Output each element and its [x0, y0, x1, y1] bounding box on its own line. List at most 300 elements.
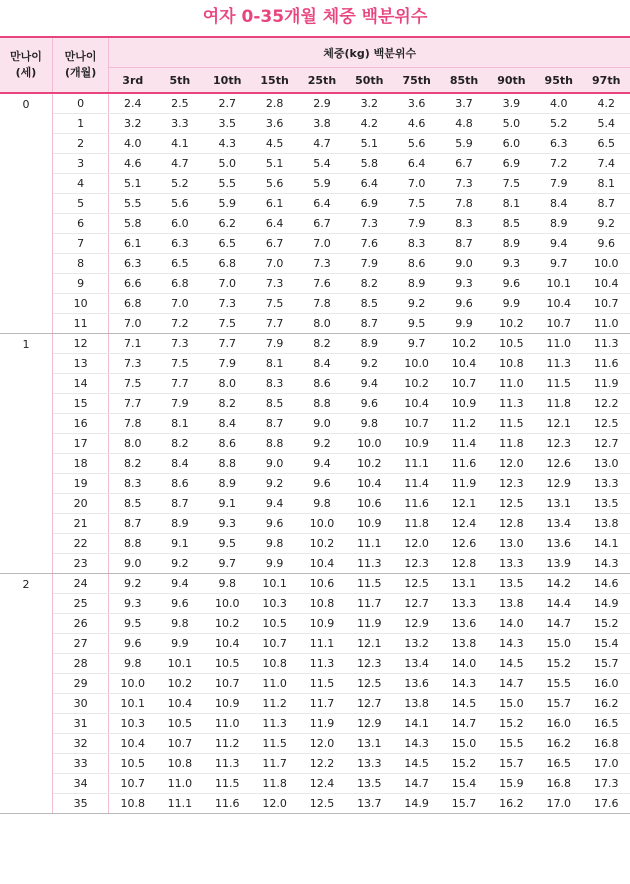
weight-value-cell: 11.5: [298, 674, 345, 694]
weight-value-cell: 12.8: [488, 514, 535, 534]
weight-value-cell: 4.0: [109, 134, 156, 154]
weight-value-cell: 10.5: [204, 654, 251, 674]
age-months-cell: 4: [52, 174, 108, 194]
weight-value-cell: 8.5: [346, 294, 393, 314]
table-row: [0, 714, 630, 734]
weight-value-cell: 10.7: [440, 374, 487, 394]
weight-value-cell: 4.1: [156, 134, 203, 154]
weight-value-cell: 8.0: [204, 374, 251, 394]
weight-value-cell: 7.0: [156, 294, 203, 314]
age-months-cell: 10: [52, 294, 108, 314]
table-row: [0, 454, 630, 474]
weight-value-cell: 2.4: [109, 93, 156, 114]
weight-value-cell: 7.0: [204, 274, 251, 294]
weight-value-cell: 13.8: [393, 694, 440, 714]
weight-value-cell: 9.8: [251, 534, 298, 554]
weight-value-cell: 5.6: [251, 174, 298, 194]
percentile-header: 85th: [440, 68, 487, 94]
weight-value-cell: 8.0: [109, 434, 156, 454]
weight-value-cell: 8.7: [582, 194, 630, 214]
weight-value-cell: 8.0: [298, 314, 345, 334]
weight-value-cell: 13.3: [488, 554, 535, 574]
age-months-cell: 34: [52, 774, 108, 794]
weight-value-cell: 12.9: [393, 614, 440, 634]
table-row: [0, 774, 630, 794]
weight-value-cell: 10.3: [109, 714, 156, 734]
weight-value-cell: 4.0: [535, 93, 582, 114]
weight-value-cell: 7.8: [440, 194, 487, 214]
weight-value-cell: 9.3: [109, 594, 156, 614]
weight-value-cell: 10.6: [346, 494, 393, 514]
weight-value-cell: 6.2: [204, 214, 251, 234]
weight-value-cell: 5.5: [204, 174, 251, 194]
weight-value-cell: 8.6: [156, 474, 203, 494]
weight-value-cell: 16.0: [535, 714, 582, 734]
weight-value-cell: 12.4: [440, 514, 487, 534]
weight-value-cell: 11.5: [346, 574, 393, 594]
weight-value-cell: 8.3: [440, 214, 487, 234]
weight-value-cell: 9.0: [440, 254, 487, 274]
weight-value-cell: 11.4: [440, 434, 487, 454]
header-age-months: [52, 37, 108, 93]
weight-value-cell: 6.4: [393, 154, 440, 174]
weight-value-cell: 7.5: [488, 174, 535, 194]
weight-value-cell: 9.6: [582, 234, 630, 254]
weight-value-cell: 6.8: [204, 254, 251, 274]
weight-value-cell: 10.4: [298, 554, 345, 574]
weight-value-cell: 13.5: [346, 774, 393, 794]
weight-value-cell: 13.9: [535, 554, 582, 574]
age-months-cell: 27: [52, 634, 108, 654]
table-row: [0, 93, 630, 114]
weight-value-cell: 10.9: [298, 614, 345, 634]
weight-value-cell: 10.7: [535, 314, 582, 334]
weight-value-cell: 7.7: [204, 334, 251, 354]
weight-value-cell: 10.8: [109, 794, 156, 814]
age-months-cell: 7: [52, 234, 108, 254]
weight-value-cell: 8.4: [535, 194, 582, 214]
weight-value-cell: 7.8: [109, 414, 156, 434]
weight-value-cell: 7.3: [298, 254, 345, 274]
weight-value-cell: 8.1: [582, 174, 630, 194]
weight-value-cell: 3.6: [393, 93, 440, 114]
weight-value-cell: 7.9: [346, 254, 393, 274]
weight-value-cell: 13.2: [393, 634, 440, 654]
age-months-cell: 24: [52, 574, 108, 594]
weight-value-cell: 10.2: [156, 674, 203, 694]
table-row: [0, 474, 630, 494]
weight-value-cell: 10.2: [393, 374, 440, 394]
weight-value-cell: 8.5: [109, 494, 156, 514]
weight-value-cell: 11.1: [156, 794, 203, 814]
weight-value-cell: 7.0: [251, 254, 298, 274]
weight-value-cell: 13.1: [535, 494, 582, 514]
weight-value-cell: 8.9: [204, 474, 251, 494]
weight-value-cell: 9.4: [251, 494, 298, 514]
weight-value-cell: 10.7: [109, 774, 156, 794]
weight-value-cell: 12.4: [298, 774, 345, 794]
weight-value-cell: 13.0: [488, 534, 535, 554]
weight-value-cell: 5.0: [204, 154, 251, 174]
weight-percentile-table: [0, 36, 630, 814]
weight-value-cell: 9.7: [204, 554, 251, 574]
weight-value-cell: 7.0: [298, 234, 345, 254]
table-row: [0, 174, 630, 194]
weight-value-cell: 7.3: [156, 334, 203, 354]
age-months-cell: 5: [52, 194, 108, 214]
weight-value-cell: 15.7: [535, 694, 582, 714]
age-months-cell: 16: [52, 414, 108, 434]
table-row: [0, 494, 630, 514]
weight-value-cell: 8.7: [346, 314, 393, 334]
weight-value-cell: 11.8: [488, 434, 535, 454]
weight-value-cell: 13.6: [393, 674, 440, 694]
age-months-cell: 23: [52, 554, 108, 574]
weight-value-cell: 11.3: [204, 754, 251, 774]
weight-value-cell: 3.2: [346, 93, 393, 114]
weight-value-cell: 12.6: [535, 454, 582, 474]
weight-value-cell: 14.3: [488, 634, 535, 654]
weight-value-cell: 14.7: [440, 714, 487, 734]
weight-value-cell: 14.4: [535, 594, 582, 614]
page-title: 여자 0-35개월 체중 백분위수: [202, 7, 428, 27]
weight-value-cell: 11.6: [204, 794, 251, 814]
weight-value-cell: 11.5: [535, 374, 582, 394]
weight-value-cell: 10.0: [109, 674, 156, 694]
table-row: [0, 194, 630, 214]
weight-value-cell: 9.5: [393, 314, 440, 334]
weight-value-cell: 11.3: [535, 354, 582, 374]
weight-value-cell: 3.6: [251, 114, 298, 134]
weight-value-cell: 7.3: [440, 174, 487, 194]
weight-value-cell: 15.0: [535, 634, 582, 654]
weight-value-cell: 7.5: [204, 314, 251, 334]
weight-value-cell: 9.2: [109, 574, 156, 594]
weight-value-cell: 5.4: [298, 154, 345, 174]
table-row: [0, 374, 630, 394]
age-months-cell: 25: [52, 594, 108, 614]
age-months-cell: 26: [52, 614, 108, 634]
weight-value-cell: 10.5: [109, 754, 156, 774]
age-months-cell: 28: [52, 654, 108, 674]
weight-value-cell: 11.8: [251, 774, 298, 794]
weight-value-cell: 7.5: [156, 354, 203, 374]
weight-value-cell: 13.0: [582, 454, 630, 474]
weight-value-cell: 11.2: [204, 734, 251, 754]
weight-value-cell: 5.0: [488, 114, 535, 134]
weight-value-cell: 8.8: [204, 454, 251, 474]
weight-value-cell: 10.3: [251, 594, 298, 614]
percentile-header: 75th: [393, 68, 440, 94]
weight-value-cell: 16.0: [582, 674, 630, 694]
weight-value-cell: 12.0: [393, 534, 440, 554]
weight-value-cell: 13.6: [440, 614, 487, 634]
weight-value-cell: 9.8: [346, 414, 393, 434]
weight-value-cell: 13.8: [440, 634, 487, 654]
weight-value-cell: 15.2: [440, 754, 487, 774]
weight-value-cell: 9.4: [535, 234, 582, 254]
weight-value-cell: 11.7: [298, 694, 345, 714]
weight-value-cell: 17.0: [582, 754, 630, 774]
weight-value-cell: 10.2: [346, 454, 393, 474]
weight-value-cell: 14.7: [488, 674, 535, 694]
age-years-cell: 2: [0, 574, 52, 814]
weight-value-cell: 7.5: [393, 194, 440, 214]
weight-value-cell: 9.2: [251, 474, 298, 494]
weight-value-cell: 10.7: [156, 734, 203, 754]
weight-value-cell: 10.4: [346, 474, 393, 494]
weight-value-cell: 4.6: [109, 154, 156, 174]
weight-value-cell: 2.5: [156, 93, 203, 114]
weight-value-cell: 8.1: [251, 354, 298, 374]
weight-value-cell: 9.6: [488, 274, 535, 294]
weight-value-cell: 3.8: [298, 114, 345, 134]
age-months-cell: 13: [52, 354, 108, 374]
weight-value-cell: 9.4: [298, 454, 345, 474]
weight-value-cell: 10.4: [582, 274, 630, 294]
weight-value-cell: 13.5: [488, 574, 535, 594]
weight-value-cell: 11.8: [535, 394, 582, 414]
weight-value-cell: 8.1: [156, 414, 203, 434]
weight-value-cell: 6.8: [109, 294, 156, 314]
table-row: [0, 674, 630, 694]
table-row: [0, 434, 630, 454]
weight-value-cell: 5.2: [535, 114, 582, 134]
weight-value-cell: 15.7: [488, 754, 535, 774]
table-row: [0, 114, 630, 134]
header-age-months-line2: (개월): [64, 66, 97, 79]
weight-value-cell: 9.8: [204, 574, 251, 594]
weight-value-cell: 8.6: [204, 434, 251, 454]
weight-value-cell: 10.4: [440, 354, 487, 374]
weight-value-cell: 9.9: [251, 554, 298, 574]
weight-value-cell: 14.5: [440, 694, 487, 714]
weight-value-cell: 11.6: [393, 494, 440, 514]
weight-value-cell: 8.4: [156, 454, 203, 474]
weight-value-cell: 10.4: [156, 694, 203, 714]
table-row: [0, 694, 630, 714]
weight-value-cell: 12.1: [535, 414, 582, 434]
percentile-header: 15th: [251, 68, 298, 94]
weight-value-cell: 7.5: [109, 374, 156, 394]
weight-value-cell: 7.4: [582, 154, 630, 174]
age-months-cell: 14: [52, 374, 108, 394]
weight-value-cell: 10.7: [251, 634, 298, 654]
weight-value-cell: 10.0: [582, 254, 630, 274]
weight-value-cell: 10.6: [298, 574, 345, 594]
weight-value-cell: 10.2: [488, 314, 535, 334]
weight-value-cell: 8.7: [251, 414, 298, 434]
weight-value-cell: 14.7: [393, 774, 440, 794]
weight-value-cell: 6.5: [582, 134, 630, 154]
weight-value-cell: 8.2: [109, 454, 156, 474]
weight-value-cell: 8.2: [156, 434, 203, 454]
weight-value-cell: 9.9: [156, 634, 203, 654]
table-row: [0, 254, 630, 274]
weight-value-cell: 15.9: [488, 774, 535, 794]
weight-value-cell: 11.5: [204, 774, 251, 794]
weight-value-cell: 10.8: [488, 354, 535, 374]
weight-value-cell: 15.0: [440, 734, 487, 754]
weight-value-cell: 4.2: [346, 114, 393, 134]
age-months-cell: 15: [52, 394, 108, 414]
weight-value-cell: 10.2: [440, 334, 487, 354]
weight-value-cell: 11.7: [346, 594, 393, 614]
age-months-cell: 20: [52, 494, 108, 514]
weight-value-cell: 11.3: [488, 394, 535, 414]
weight-value-cell: 9.3: [204, 514, 251, 534]
weight-value-cell: 13.4: [535, 514, 582, 534]
weight-value-cell: 16.8: [535, 774, 582, 794]
weight-value-cell: 5.8: [346, 154, 393, 174]
age-months-cell: 33: [52, 754, 108, 774]
weight-value-cell: 7.9: [393, 214, 440, 234]
weight-value-cell: 5.9: [440, 134, 487, 154]
weight-value-cell: 7.8: [298, 294, 345, 314]
weight-value-cell: 11.6: [582, 354, 630, 374]
weight-value-cell: 5.2: [156, 174, 203, 194]
weight-value-cell: 2.7: [204, 93, 251, 114]
weight-value-cell: 6.1: [109, 234, 156, 254]
weight-value-cell: 15.4: [440, 774, 487, 794]
weight-value-cell: 5.1: [346, 134, 393, 154]
weight-value-cell: 6.9: [488, 154, 535, 174]
weight-value-cell: 16.8: [582, 734, 630, 754]
weight-value-cell: 7.9: [204, 354, 251, 374]
age-years-cell: 0: [0, 93, 52, 334]
table-row: [0, 294, 630, 314]
age-months-cell: 17: [52, 434, 108, 454]
weight-value-cell: 6.7: [298, 214, 345, 234]
age-months-cell: 12: [52, 334, 108, 354]
weight-value-cell: 9.5: [204, 534, 251, 554]
weight-value-cell: 7.7: [251, 314, 298, 334]
table-row: [0, 534, 630, 554]
weight-value-cell: 9.3: [488, 254, 535, 274]
age-months-cell: 29: [52, 674, 108, 694]
weight-value-cell: 11.9: [582, 374, 630, 394]
header-age-years-line2: (세): [15, 66, 37, 79]
weight-value-cell: 10.0: [204, 594, 251, 614]
weight-value-cell: 6.6: [109, 274, 156, 294]
weight-value-cell: 9.6: [440, 294, 487, 314]
weight-value-cell: 9.7: [393, 334, 440, 354]
header-age-months-line1: 만나이: [64, 50, 97, 63]
weight-value-cell: 15.7: [440, 794, 487, 814]
weight-value-cell: 10.5: [251, 614, 298, 634]
weight-value-cell: 11.5: [251, 734, 298, 754]
table-row: [0, 214, 630, 234]
weight-value-cell: 11.8: [393, 514, 440, 534]
weight-value-cell: 8.2: [298, 334, 345, 354]
weight-value-cell: 5.6: [393, 134, 440, 154]
weight-value-cell: 9.3: [440, 274, 487, 294]
weight-value-cell: 9.2: [346, 354, 393, 374]
weight-value-cell: 8.5: [251, 394, 298, 414]
weight-value-cell: 12.1: [440, 494, 487, 514]
weight-value-cell: 8.2: [346, 274, 393, 294]
weight-value-cell: 7.0: [393, 174, 440, 194]
weight-value-cell: 11.6: [440, 454, 487, 474]
weight-value-cell: 16.2: [582, 694, 630, 714]
weight-value-cell: 14.1: [582, 534, 630, 554]
weight-value-cell: 6.7: [251, 234, 298, 254]
age-months-cell: 3: [52, 154, 108, 174]
weight-value-cell: 6.3: [156, 234, 203, 254]
weight-value-cell: 14.0: [440, 654, 487, 674]
weight-value-cell: 16.5: [582, 714, 630, 734]
age-months-cell: 22: [52, 534, 108, 554]
weight-value-cell: 12.7: [346, 694, 393, 714]
weight-value-cell: 13.8: [488, 594, 535, 614]
weight-value-cell: 14.5: [393, 754, 440, 774]
weight-value-cell: 5.5: [109, 194, 156, 214]
weight-value-cell: 12.9: [535, 474, 582, 494]
weight-value-cell: 15.2: [582, 614, 630, 634]
percentile-header: 3rd: [109, 68, 156, 94]
weight-value-cell: 12.8: [440, 554, 487, 574]
weight-value-cell: 15.4: [582, 634, 630, 654]
weight-value-cell: 11.9: [440, 474, 487, 494]
table-row: [0, 334, 630, 354]
weight-value-cell: 12.2: [582, 394, 630, 414]
weight-value-cell: 4.6: [393, 114, 440, 134]
weight-value-cell: 8.4: [298, 354, 345, 374]
weight-value-cell: 4.8: [440, 114, 487, 134]
table-row: [0, 354, 630, 374]
weight-value-cell: 16.2: [535, 734, 582, 754]
weight-value-cell: 7.0: [109, 314, 156, 334]
weight-value-cell: 8.2: [204, 394, 251, 414]
header-age-years: [0, 37, 52, 93]
table-row: [0, 634, 630, 654]
weight-value-cell: 14.9: [582, 594, 630, 614]
weight-value-cell: 9.2: [393, 294, 440, 314]
weight-value-cell: 11.3: [251, 714, 298, 734]
weight-value-cell: 9.6: [109, 634, 156, 654]
weight-value-cell: 6.0: [156, 214, 203, 234]
weight-value-cell: 6.5: [156, 254, 203, 274]
weight-value-cell: 8.8: [251, 434, 298, 454]
weight-value-cell: 12.3: [488, 474, 535, 494]
weight-value-cell: 9.5: [109, 614, 156, 634]
weight-value-cell: 10.4: [109, 734, 156, 754]
weight-value-cell: 2.9: [298, 93, 345, 114]
weight-value-cell: 12.3: [393, 554, 440, 574]
table-row: [0, 394, 630, 414]
weight-value-cell: 8.9: [393, 274, 440, 294]
weight-value-cell: 12.7: [582, 434, 630, 454]
weight-value-cell: 3.5: [204, 114, 251, 134]
weight-value-cell: 4.3: [204, 134, 251, 154]
weight-value-cell: 8.9: [488, 234, 535, 254]
weight-value-cell: 6.3: [109, 254, 156, 274]
weight-value-cell: 10.2: [204, 614, 251, 634]
weight-value-cell: 10.1: [251, 574, 298, 594]
weight-value-cell: 3.2: [109, 114, 156, 134]
weight-value-cell: 11.0: [582, 314, 630, 334]
weight-value-cell: 5.9: [298, 174, 345, 194]
weight-value-cell: 9.7: [535, 254, 582, 274]
weight-value-cell: 8.8: [109, 534, 156, 554]
weight-value-cell: 3.3: [156, 114, 203, 134]
weight-value-cell: 14.3: [582, 554, 630, 574]
age-months-cell: 32: [52, 734, 108, 754]
percentile-header: 25th: [298, 68, 345, 94]
weight-value-cell: 10.2: [298, 534, 345, 554]
weight-value-cell: 7.3: [204, 294, 251, 314]
age-months-cell: 1: [52, 114, 108, 134]
